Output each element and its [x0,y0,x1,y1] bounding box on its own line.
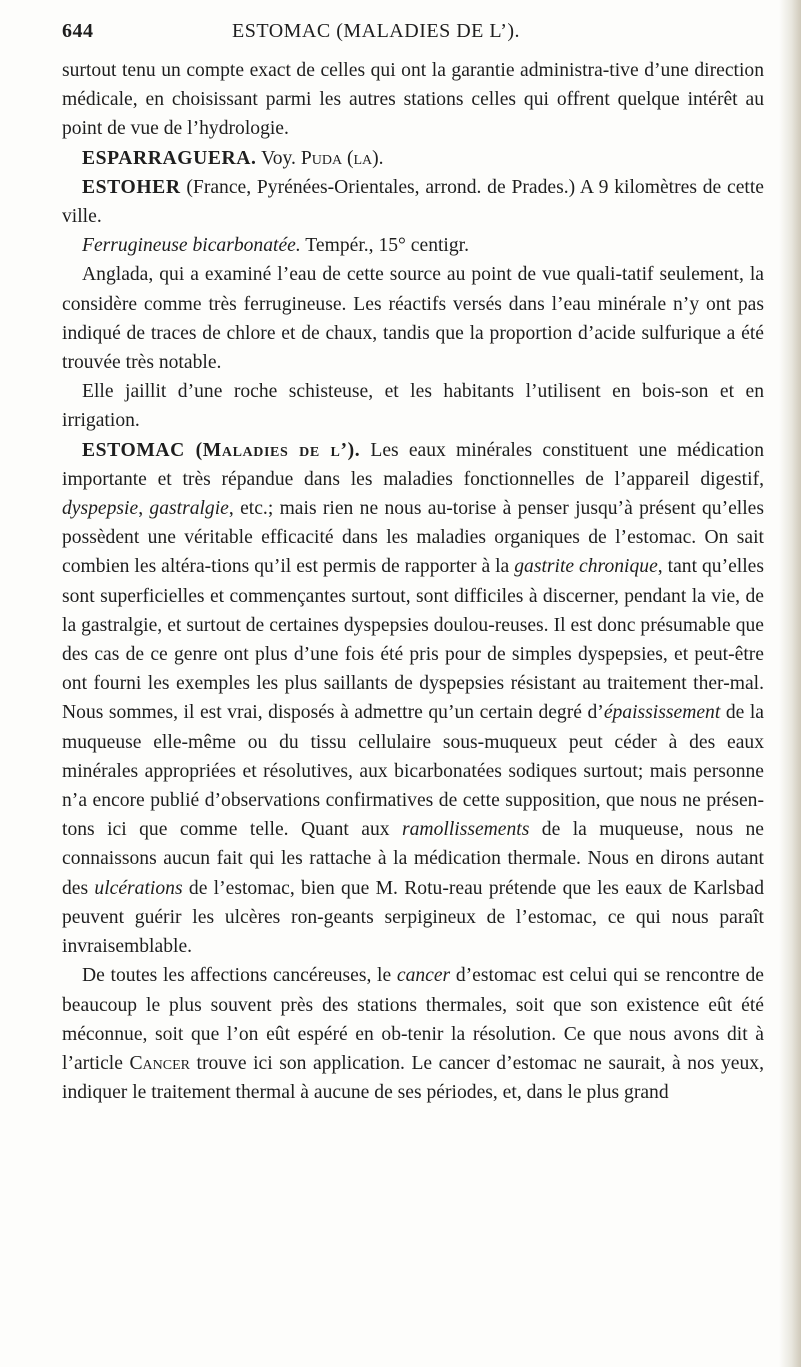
entry-text: de la muqueuse elle-même ou du tissu cellulaire sous-muqueux peut céder à des eaux minérales appropriées et résolutives, aux bicarbonatées sodiques surtout; mais personne n’a encore publié d’observations confirmatives de cette supposition, que nous ne présen-tons ici que comme telle. Quant aux [62,702,764,841]
entry-text: de la muqueuse, nous ne connaissons aucun fait qui les rattache à la médication thermale. Nous en dirons autant des [62,819,764,899]
cross-reference: Puda (la). [300,147,384,169]
italic-term: cancer [396,965,451,987]
entry-text: trouve ici son application. Le cancer d’estomac ne saurait, à nos yeux, indiquer le traitement thermal à aucune de ses périodes, et, dans le plus grand [62,1052,764,1104]
running-title: ESTOMAC (MALADIES DE L’). [232,20,521,42]
entry-headword: ESTOHER [82,176,181,198]
water-type-line [62,231,764,260]
page-edge-shadow [779,0,801,1367]
entry-text: Les eaux minérales constituent une médication importante et très répandue dans les maladies fonctionnelles de l’appareil digestif, [62,439,764,490]
entry-text: d’estomac est celui qui se rencontre de beaucoup le plus souvent près des stations thermales, soit que son existence eût été méconnue, soit que l’on eût espéré en ob-tenir la résolution. Ce que nous avons dit à l’article [62,965,765,1074]
running-header [62,20,762,50]
italic-term: gastrite chronique [514,556,658,578]
paragraph-anglada: Anglada, qui a examiné l’eau de cette source au point de vue quali-tatif seulement, la considère comme très ferrugineuse. Les réactifs versés dans l’eau minérale n’y ont pas indiqué de traces de chlore et de chaux, tandis que la proportion d’acide sulfurique a été trouvée très notable. [62,264,764,374]
cross-reference: Cancer [129,1052,190,1074]
entry-estomac [62,436,764,962]
italic-term: épaississement [603,702,721,724]
entry-estoher [62,173,764,231]
entry-text: , tant qu’elles sont superficielles et commençantes surtout, sont difficiles à discerner, pendant la vie, de la gastralgie, et surtout de certaines dyspepsies doulou-reuses. Il est donc présumable que des cas de ce genre ont plus d’une fois été pris pour de simples dyspepsies, et peut-être ont fourni les exemples les plus saillants de dyspepsies résistant au traitement ther-mal. Nous sommes, il est vrai, disposés à admettre qu’un certain degré d’ [62,556,765,724]
page-number: 644 [62,20,94,42]
italic-term: ramollissements [402,819,530,841]
water-type: Ferrugineuse bicarbonatée. [82,235,301,257]
entry-esparraguera [62,144,764,173]
entry-text: de l’estomac, bien que M. Rotu-reau prétende que les eaux de Karlsbad peuvent guérir les ulcères ron-geants serpigineux de l’estomac, ce qui nous paraît invraisemblable. [62,877,764,958]
paragraph-cancer [62,961,764,1107]
page-body [62,56,764,1107]
entry-text: De toutes les affections cancéreuses, le [82,965,392,987]
italic-term: dyspepsie [62,498,139,520]
entry-headword: ESPARRAGUERA. [82,147,257,169]
paragraph-continuation: surtout tenu un compte exact de celles qui ont la garantie administra-tive d’une direction médicale, en choisissant parmi les autres stations celles qui offrent quelque intérêt au point de vue de l’hydrologie. [62,60,764,140]
entry-headword: ESTOMAC (Maladies de l’). [82,439,361,461]
entry-text: Voy. [261,147,296,169]
paragraph-roche: Elle jaillit d’une roche schisteuse, et les habitants l’utilisent en bois-son et en irrigation. [62,381,764,432]
temperature-text: Tempér., 15° centigr. [305,235,470,257]
entry-text: , [138,498,144,520]
italic-term: gastralgie [149,498,229,520]
entry-text: (France, Pyrénées-Orientales, arrond. de Prades.) A 9 kilomètres de cette ville. [62,176,764,228]
entry-text: , etc.; mais rien ne nous au-torise à penser jusqu’à présent qu’elles possèdent une véritable efficacité dans les maladies organiques de l’estomac. On sait combien les altéra-tions qu’il est permis de rapporter à la [62,498,764,578]
italic-term: ulcérations [94,877,183,899]
